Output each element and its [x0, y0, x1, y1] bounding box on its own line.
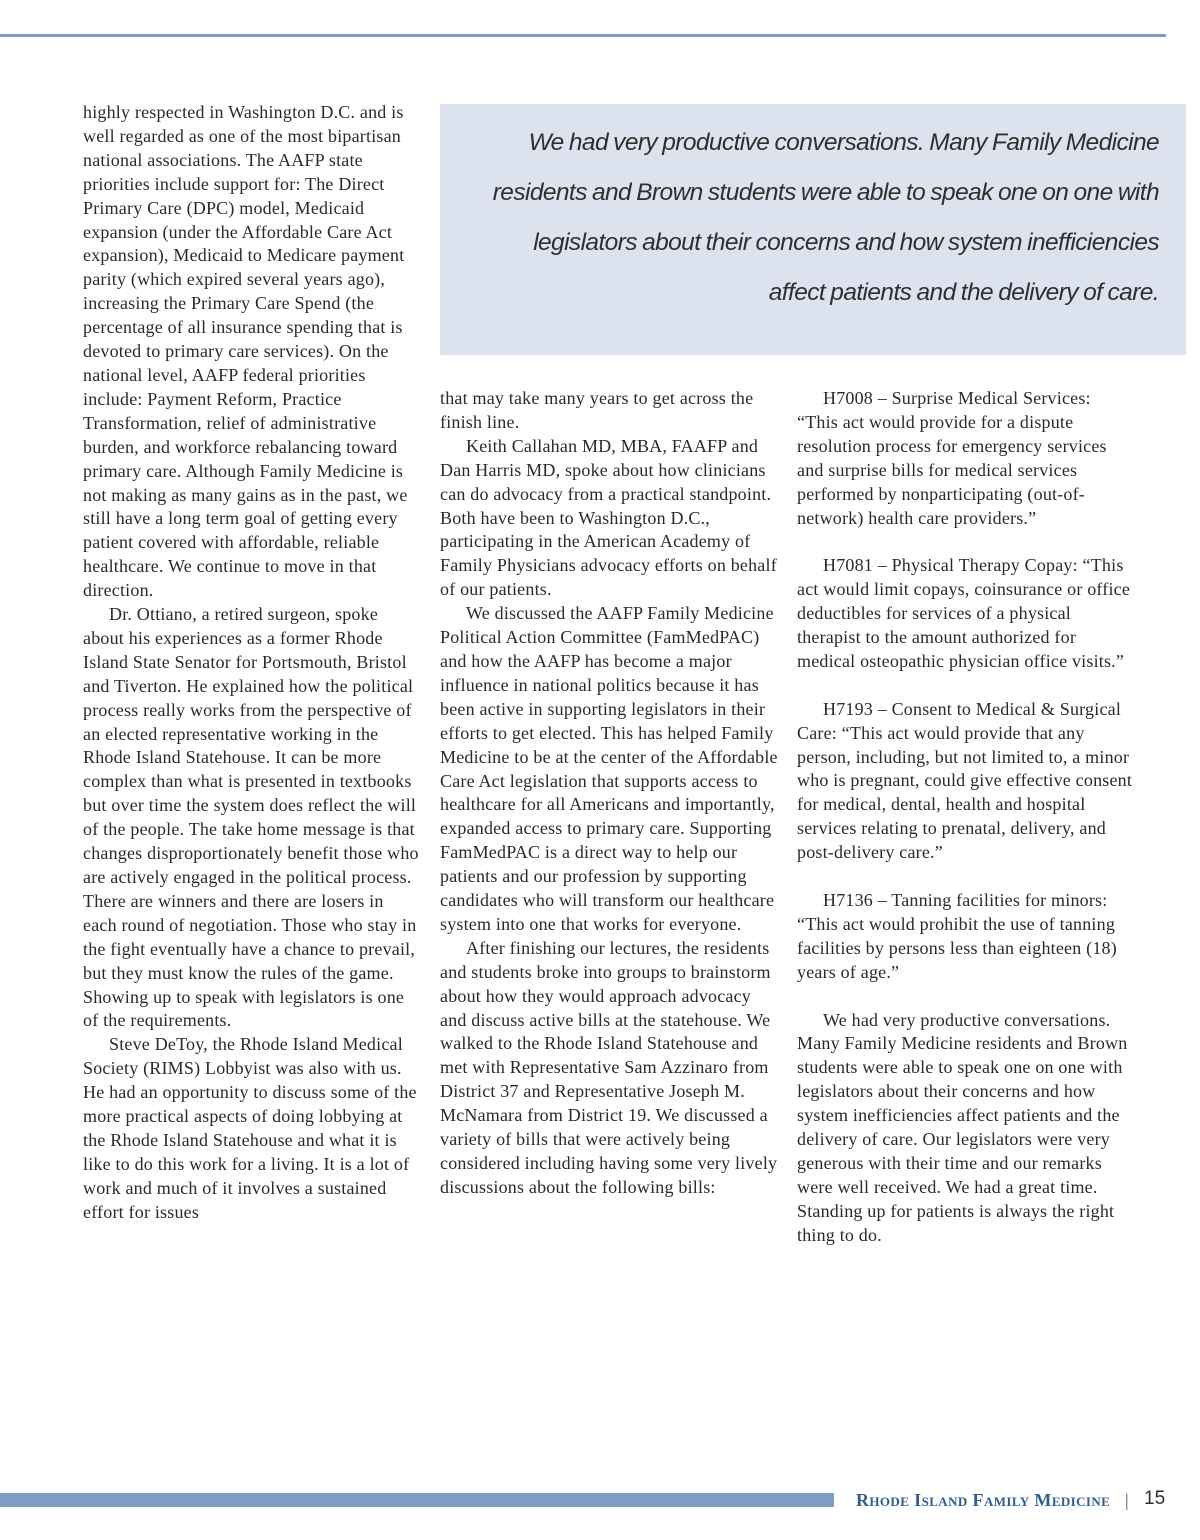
article-column-3: [797, 387, 1135, 1248]
bill-h7136: H7136 – Tanning facilities for minors: “This act would prohibit the use of tanning facilities by persons less than eighteen (18) years of age.”: [797, 889, 1117, 982]
paragraph: highly respected in Washington D.C. and is well regarded as one of the most bipartisan national associations. The AAFP state priorities include support for: The Direct Primary Care (DPC) model, Medicaid expansion (under the Affordable Care Act expansion), Medicaid to Medicare payment parity (which expired several years ago), increasing the Primary Care Spend (the percentage of all insurance spending that is devoted to primary care services). On the national level, AAFP federal priorities include: Payment Reform, Practice Transformation, relief of administrative burden, and workforce rebalancing toward primary care. Although Family Medicine is not making as many gains as in the past, we still have a long term goal of getting every patient covered with affordable, reliable healthcare. We continue to move in that direction.: [83, 102, 408, 601]
bill-h7193: H7193 – Consent to Medical & Surgical Care: “This act would provide that any person, including, but not limited to, a minor who is pregnant, could give effective consent for medical, dental, health and hospital services relating to prenatal, delivery, and post-delivery care.”: [797, 698, 1133, 863]
paragraph: Steve DeToy, the Rhode Island Medical Society (RIMS) Lobbyist was also with us. He had an opportunity to discuss some of the more practical aspects of doing lobbying at the Rhode Island Statehouse and what it is like to do this work for a living. It is a lot of work and much of it involves a sustained effort for issues: [83, 1034, 417, 1222]
article-column-1: [83, 101, 421, 1225]
bill-h7081: H7081 – Physical Therapy Copay: “This act would limit copays, coinsurance or office deductibles for services of a physical therapist to the amount authorized for medical osteopathic physician office visits.”: [797, 555, 1131, 671]
pull-quote-text: We had very productive conversations. Many Family Medicine residents and Brown students were able to speak one on one with legislators about their concerns and how system inefficiencies affect patients and the delivery of care.: [492, 129, 1159, 306]
bill-h7008: H7008 – Surprise Medical Services: “This act would provide for a dispute resolution process for emergency services and surprise bills for medical services performed by nonparticipating (out-of-network) health care providers.”: [797, 388, 1107, 528]
top-rule: [0, 34, 1166, 37]
footer-separator: |: [1125, 1490, 1129, 1510]
paragraph: Dr. Ottiano, a retired surgeon, spoke about his experiences as a former Rhode Island State Senator for Portsmouth, Bristol and Tiverton. He explained how the political process really works from the perspective of an elected representative working in the Rhode Island Statehouse. It can be more complex than what is presented in textbooks but over time the system does reflect the will of the people. The take home message is that changes disproportionately benefit those who are actively engaged in the political process. There are winners and there are losers in each round of negotiation. Those who stay in the fight eventually have a chance to prevail, but they must know the rules of the game. Showing up to speak with legislators is one of the requirements.: [83, 604, 419, 1031]
article-column-2: [440, 387, 778, 1200]
pull-quote: [440, 104, 1186, 355]
footer-bar: [0, 1493, 834, 1507]
paragraph: that may take many years to get across the finish line.: [440, 388, 754, 432]
publication-title: Rhode Island Family Medicine: [856, 1490, 1111, 1510]
paragraph: Keith Callahan MD, MBA, FAAFP and Dan Harris MD, spoke about how clinicians can do advocacy from a practical standpoint. Both have been to Washington D.C., participating in the American Academy of Family Physicians advocacy efforts on behalf of our patients.: [440, 435, 777, 600]
paragraph: We discussed the AAFP Family Medicine Political Action Committee (FamMedPAC) and how the AAFP has become a major influence in national politics because it has been active in supporting legislators in their efforts to get elected. This has helped Family Medicine to be at the center of the Affordable Care Act legislation that supports access to healthcare for all Americans and importantly, expanded access to primary care. Supporting FamMedPAC is a direct way to help our patients and our profession by supporting candidates who will transform our healthcare system into one that works for everyone.: [440, 603, 778, 934]
paragraph: We had very productive conversations. Many Family Medicine residents and Brown students were able to speak one on one with legislators about their concerns and how system inefficiencies affect patients and the delivery of care. Our legislators were very generous with their time and our remarks were well received. We had a great time. Standing up for patients is always the right thing to do.: [797, 1009, 1128, 1245]
paragraph: After finishing our lectures, the residents and students broke into groups to brainstorm about how they would approach advocacy and discuss active bills at the statehouse. We walked to the Rhode Island Statehouse and met with Representative Sam Azzinaro from District 37 and Representative Joseph M. McNamara from District 19. We discussed a variety of bills that were actively being considered including having some very lively discussions about the following bills:: [440, 937, 778, 1197]
page-number: 15: [1144, 1488, 1166, 1509]
